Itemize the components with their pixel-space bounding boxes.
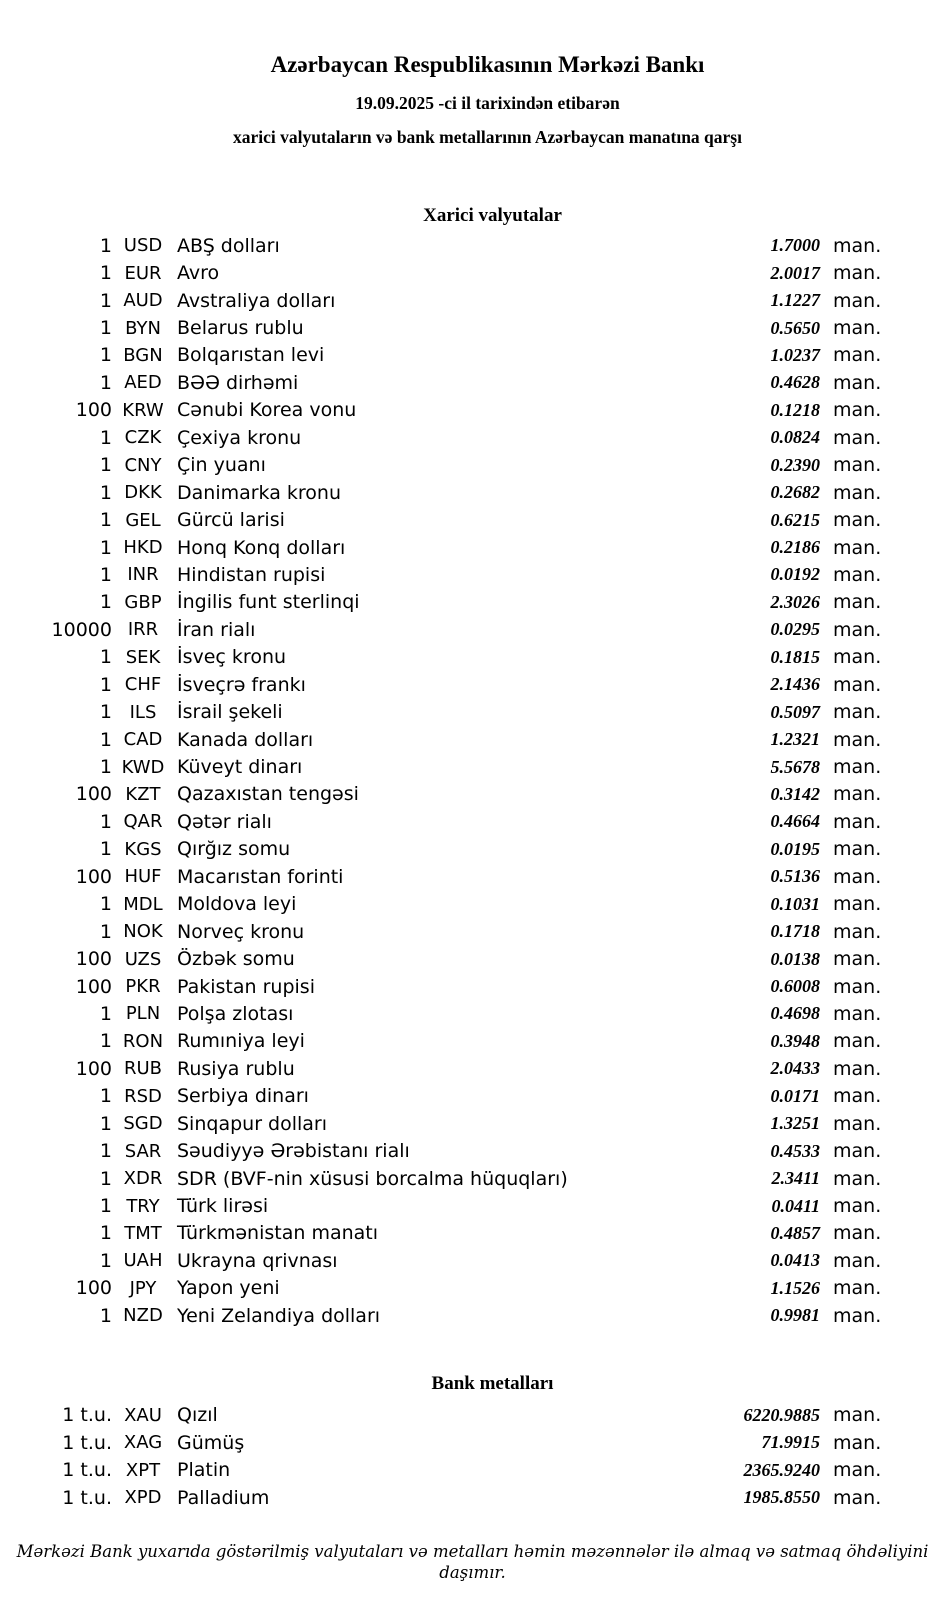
page-title: Azərbaycan Respublikasının Mərkəzi Bankı [270, 52, 705, 77]
currency-code-cell: AED [124, 372, 162, 394]
table-row [0, 479, 945, 506]
table-row [0, 1137, 945, 1164]
quantity-cell: 1 [99, 1167, 112, 1190]
unit-cell: man. [833, 481, 882, 504]
currency-code-cell: SAR [124, 1140, 162, 1162]
quantity-cell: 1 t.u. [62, 1459, 112, 1482]
currency-name-cell: Moldova leyi [177, 893, 297, 916]
quantity-cell: 1 [99, 426, 112, 449]
unit-cell: man. [833, 920, 882, 943]
currency-code-cell: XAG [123, 1432, 163, 1454]
quantity-cell: 1 [99, 1002, 112, 1025]
table-row [0, 561, 945, 588]
unit-cell: man. [833, 426, 882, 449]
unit-cell: man. [833, 454, 882, 477]
metals-section [0, 1372, 945, 1512]
table-row [0, 918, 945, 945]
currency-code-cell: CAD [123, 729, 163, 751]
quantity-cell: 1 [99, 920, 112, 943]
quantity-cell: 1 [99, 701, 112, 724]
quantity-cell: 1 [99, 289, 112, 312]
unit-cell: man. [833, 1112, 882, 1135]
effective-date: 19.09.2025 -ci il tarixindən etibarən [355, 93, 620, 113]
rate-value-cell: 0.2186 [770, 537, 820, 558]
table-row [0, 287, 945, 314]
rate-value-cell: 2365.9240 [743, 1459, 820, 1480]
rate-value-cell: 0.5136 [770, 866, 820, 887]
currency-code-cell: KWD [121, 756, 165, 778]
table-row [0, 781, 945, 808]
unit-cell: man. [833, 1249, 882, 1272]
unit-cell: man. [833, 509, 882, 532]
table-row [0, 452, 945, 479]
currency-name-cell: İsveç kronu [177, 646, 287, 669]
rate-value-cell: 0.9981 [770, 1305, 820, 1326]
quantity-cell: 100 [75, 948, 112, 971]
unit-cell: man. [833, 536, 882, 559]
quantity-cell: 1 [99, 1195, 112, 1218]
rate-value-cell: 2.3411 [771, 1168, 820, 1189]
currency-code-cell: XPT [125, 1459, 161, 1481]
currency-code-cell: UZS [124, 948, 162, 970]
quantity-cell: 1 [99, 371, 112, 394]
currency-code-cell: XPD [124, 1487, 162, 1509]
currency-code-cell: ILS [129, 701, 157, 723]
currency-code-cell: NZD [123, 1305, 163, 1327]
rate-value-cell: 0.2682 [770, 482, 820, 503]
currency-rate-table [0, 232, 945, 1330]
currency-code-cell: CZK [124, 427, 162, 449]
table-row [0, 616, 945, 643]
currency-name-cell: Avstraliya dolları [177, 289, 336, 312]
table-row [0, 314, 945, 341]
quantity-cell: 1 [99, 1304, 112, 1327]
currency-name-cell: Yeni Zelandiya dolları [177, 1304, 381, 1327]
rate-value-cell: 0.1718 [770, 921, 820, 942]
currency-code-cell: QAR [123, 811, 163, 833]
rate-value-cell: 0.4698 [770, 1003, 820, 1024]
table-row [0, 1083, 945, 1110]
quantity-cell: 1 [99, 810, 112, 833]
table-row [0, 259, 945, 286]
currency-code-cell: KGS [124, 838, 162, 860]
rate-value-cell: 2.3026 [770, 591, 820, 612]
quantity-cell: 1 [99, 728, 112, 751]
rate-value-cell: 1.1227 [770, 290, 820, 311]
quantity-cell: 100 [75, 975, 112, 998]
currency-code-cell: CNY [124, 454, 162, 476]
currency-name-cell: Hindistan rupisi [177, 563, 326, 586]
quantity-cell: 100 [75, 399, 112, 422]
rate-value-cell: 0.0824 [770, 427, 820, 448]
currency-name-cell: Türkmənistan manatı [177, 1222, 379, 1245]
rate-value-cell: 0.0195 [770, 838, 820, 859]
currency-code-cell: DKK [124, 482, 162, 504]
table-row [0, 1402, 945, 1429]
rate-value-cell: 1985.8550 [743, 1487, 820, 1508]
rate-value-cell: 0.3142 [770, 783, 820, 804]
currency-code-cell: CHF [124, 674, 162, 696]
rate-value-cell: 2.0433 [770, 1058, 820, 1079]
currency-name-cell: Yapon yeni [177, 1277, 280, 1300]
currency-code-cell: SGD [123, 1113, 163, 1135]
rate-value-cell: 1.2321 [770, 729, 820, 750]
unit-cell: man. [833, 673, 882, 696]
table-row [0, 1028, 945, 1055]
currency-code-cell: RON [122, 1030, 164, 1052]
rate-value-cell: 0.1218 [770, 399, 820, 420]
currency-name-cell: Kanada dolları [177, 728, 314, 751]
unit-cell: man. [833, 1304, 882, 1327]
quantity-cell: 1 [99, 838, 112, 861]
table-row [0, 589, 945, 616]
disclaimer-text: Mərkəzi Bank yuxarıda göstərilmiş valyutaları və metalları həmin məzənnələr ilə almaq və satmaq öhdəliyini daşımır. [16, 1542, 929, 1583]
table-row [0, 1110, 945, 1137]
currency-code-cell: RSD [124, 1085, 162, 1107]
currency-code-cell: GEL [125, 509, 161, 531]
currency-name-cell: İran rialı [177, 618, 256, 641]
table-row [0, 342, 945, 369]
unit-cell: man. [833, 810, 882, 833]
currency-code-cell: XAU [124, 1404, 162, 1426]
currency-code-cell: MDL [123, 893, 163, 915]
currency-name-cell: Norveç kronu [177, 920, 305, 943]
currency-code-cell: IRR [127, 619, 159, 641]
rate-value-cell: 0.4664 [770, 811, 820, 832]
rate-value-cell: 0.1815 [770, 646, 820, 667]
unit-cell: man. [833, 1277, 882, 1300]
currency-name-cell: BƏƏ dirhəmi [177, 371, 299, 394]
currency-name-cell: ABŞ dolları [177, 234, 280, 257]
rate-value-cell: 1.0237 [770, 344, 820, 365]
quantity-cell: 1 [99, 481, 112, 504]
currency-name-cell: Honq Konq dolları [177, 536, 346, 559]
rate-value-cell: 71.9915 [761, 1432, 820, 1453]
unit-cell: man. [833, 262, 882, 285]
currency-code-cell: PLN [125, 1003, 161, 1025]
currency-name-cell: Bolqarıstan levi [177, 344, 325, 367]
currency-code-cell: AUD [123, 290, 163, 312]
unit-cell: man. [833, 1085, 882, 1108]
currency-name-cell: Qazaxıstan tengəsi [177, 783, 359, 806]
quantity-cell: 1 [99, 1085, 112, 1108]
table-row [0, 863, 945, 890]
quantity-cell: 1 [99, 1140, 112, 1163]
currency-name-cell: Sinqapur dolları [177, 1112, 328, 1135]
rate-value-cell: 0.0171 [770, 1085, 820, 1106]
rate-value-cell: 0.1031 [770, 893, 820, 914]
unit-cell: man. [833, 756, 882, 779]
table-row [0, 945, 945, 972]
currency-name-cell: Türk lirəsi [177, 1195, 269, 1218]
table-row [0, 891, 945, 918]
currency-name-cell: Küveyt dinarı [177, 756, 303, 779]
quantity-cell: 100 [75, 1057, 112, 1080]
quantity-cell: 1 [99, 646, 112, 669]
rate-value-cell: 0.4533 [770, 1140, 820, 1161]
currency-code-cell: UAH [123, 1250, 163, 1272]
currency-name-cell: Özbək somu [177, 948, 295, 971]
quantity-cell: 100 [75, 1277, 112, 1300]
currency-code-cell: NOK [123, 921, 163, 943]
unit-cell: man. [833, 975, 882, 998]
table-row [0, 808, 945, 835]
unit-cell: man. [833, 1404, 882, 1427]
unit-cell: man. [833, 1057, 882, 1080]
currencies-section [0, 204, 945, 1330]
currency-name-cell: Gümüş [177, 1431, 245, 1454]
table-row [0, 369, 945, 396]
unit-cell: man. [833, 591, 882, 614]
unit-cell: man. [833, 1431, 882, 1454]
unit-cell: man. [833, 1222, 882, 1245]
table-row [0, 836, 945, 863]
unit-cell: man. [833, 701, 882, 724]
quantity-cell: 1 [99, 1030, 112, 1053]
unit-cell: man. [833, 1459, 882, 1482]
currency-code-cell: PKR [125, 976, 161, 998]
rate-value-cell: 0.4628 [770, 372, 820, 393]
currency-name-cell: Qətər rialı [177, 810, 272, 833]
table-row [0, 1220, 945, 1247]
currency-code-cell: BYN [125, 317, 161, 339]
currency-name-cell: Çin yuanı [177, 454, 266, 477]
currency-code-cell: INR [127, 564, 159, 586]
currency-code-cell: KZT [125, 783, 161, 805]
section-title-metals: Bank metalları [431, 1372, 554, 1394]
currency-name-cell: Rusiya rublu [177, 1057, 295, 1080]
currency-name-cell: İsrail şekeli [177, 701, 283, 724]
currency-name-cell: İsveçrə frankı [177, 673, 306, 696]
unit-cell: man. [833, 728, 882, 751]
table-row [0, 1192, 945, 1219]
currency-code-cell: JPY [129, 1277, 157, 1299]
unit-cell: man. [833, 399, 882, 422]
rate-value-cell: 0.4857 [770, 1222, 820, 1243]
quantity-cell: 1 [99, 893, 112, 916]
unit-cell: man. [833, 893, 882, 916]
table-row [0, 424, 945, 451]
currency-code-cell: KRW [122, 399, 164, 421]
table-row [0, 726, 945, 753]
table-row [0, 506, 945, 533]
table-row [0, 1429, 945, 1456]
rate-value-cell: 0.0411 [771, 1195, 820, 1216]
currency-name-cell: Platin [177, 1459, 231, 1482]
quantity-cell: 1 t.u. [62, 1431, 112, 1454]
rate-value-cell: 0.3948 [770, 1030, 820, 1051]
currency-name-cell: Polşa zlotası [177, 1002, 294, 1025]
quantity-cell: 1 [99, 756, 112, 779]
quantity-cell: 1 [99, 234, 112, 257]
currency-code-cell: TMT [124, 1222, 162, 1244]
unit-cell: man. [833, 783, 882, 806]
unit-cell: man. [833, 1195, 882, 1218]
currency-code-cell: RUB [123, 1058, 163, 1080]
table-row [0, 1456, 945, 1483]
rate-value-cell: 2.1436 [770, 674, 820, 695]
unit-cell: man. [833, 1486, 882, 1509]
rate-value-cell: 2.0017 [770, 262, 820, 283]
rate-value-cell: 1.3251 [770, 1113, 820, 1134]
table-row [0, 1000, 945, 1027]
table-row [0, 698, 945, 725]
currency-code-cell: XDR [123, 1168, 163, 1190]
rate-value-cell: 0.6008 [770, 976, 820, 997]
table-row [0, 1484, 945, 1511]
rate-value-cell: 0.0192 [770, 564, 820, 585]
unit-cell: man. [833, 948, 882, 971]
currency-name-cell: Macarıstan forinti [177, 865, 344, 888]
table-row [0, 232, 945, 259]
currency-name-cell: Palladium [177, 1486, 270, 1509]
unit-cell: man. [833, 563, 882, 586]
rate-value-cell: 0.0413 [770, 1250, 820, 1271]
quantity-cell: 1 [99, 509, 112, 532]
quantity-cell: 1 [99, 1249, 112, 1272]
rate-value-cell: 1.7000 [770, 235, 820, 256]
currency-code-cell: EUR [124, 262, 162, 284]
unit-cell: man. [833, 1167, 882, 1190]
table-row [0, 753, 945, 780]
unit-cell: man. [833, 317, 882, 340]
currency-code-cell: HUF [124, 866, 162, 888]
unit-cell: man. [833, 289, 882, 312]
table-row [0, 1165, 945, 1192]
quantity-cell: 1 [99, 536, 112, 559]
table-row [0, 1055, 945, 1082]
quantity-cell: 100 [75, 783, 112, 806]
table-row [0, 644, 945, 671]
unit-cell: man. [833, 1140, 882, 1163]
table-row [0, 973, 945, 1000]
currency-name-cell: Gürcü larisi [177, 509, 285, 532]
quantity-cell: 1 [99, 454, 112, 477]
currency-name-cell: Danimarka kronu [177, 481, 342, 504]
currency-code-cell: HKD [123, 537, 163, 559]
currency-name-cell: Rumıniya leyi [177, 1030, 305, 1053]
quantity-cell: 1 [99, 1112, 112, 1135]
table-row [0, 1247, 945, 1274]
rate-value-cell: 0.6215 [770, 509, 820, 530]
unit-cell: man. [833, 838, 882, 861]
unit-cell: man. [833, 865, 882, 888]
currency-name-cell: Ukrayna qrivnası [177, 1249, 338, 1272]
currency-name-cell: Serbiya dinarı [177, 1085, 309, 1108]
table-row [0, 1275, 945, 1302]
quantity-cell: 1 t.u. [62, 1404, 112, 1427]
rate-value-cell: 6220.9885 [743, 1404, 820, 1425]
rate-value-cell: 0.2390 [770, 454, 820, 475]
currency-name-cell: İngilis funt sterlinqi [177, 591, 360, 614]
unit-cell: man. [833, 371, 882, 394]
currency-name-cell: Qırğız somu [177, 838, 291, 861]
currency-name-cell: Qızıl [177, 1404, 218, 1427]
currency-code-cell: GBP [124, 591, 162, 613]
unit-cell: man. [833, 344, 882, 367]
currency-code-cell: SEK [125, 646, 161, 668]
metal-rate-table [0, 1402, 945, 1512]
quantity-cell: 1 [99, 1222, 112, 1245]
quantity-cell: 1 [99, 673, 112, 696]
unit-cell: man. [833, 1030, 882, 1053]
table-row [0, 534, 945, 561]
rate-value-cell: 0.5650 [770, 317, 820, 338]
rate-value-cell: 5.5678 [770, 756, 820, 777]
quantity-cell: 1 [99, 317, 112, 340]
currency-name-cell: Çexiya kronu [177, 426, 302, 449]
currency-name-cell: SDR (BVF-nin xüsusi borcalma hüquqları) [177, 1167, 568, 1190]
table-row [0, 1302, 945, 1329]
currency-name-cell: Pakistan rupisi [177, 975, 315, 998]
currency-name-cell: Avro [177, 262, 220, 285]
quantity-cell: 100 [75, 865, 112, 888]
section-title-currencies: Xarici valyutalar [423, 205, 562, 226]
currency-code-cell: TRY [126, 1195, 160, 1217]
rate-value-cell: 0.0295 [770, 619, 820, 640]
unit-cell: man. [833, 646, 882, 669]
currency-name-cell: Səudiyyə Ərəbistanı rialı [177, 1140, 410, 1163]
quantity-cell: 1 [99, 591, 112, 614]
unit-cell: man. [833, 618, 882, 641]
table-row [0, 671, 945, 698]
currency-name-cell: Cənubi Korea vonu [177, 399, 357, 422]
currency-name-cell: Belarus rublu [177, 317, 304, 340]
table-row [0, 397, 945, 424]
quantity-cell: 1 [99, 344, 112, 367]
quantity-cell: 1 [99, 563, 112, 586]
currency-code-cell: BGN [123, 344, 163, 366]
rate-value-cell: 0.0138 [770, 948, 820, 969]
quantity-cell: 10000 [51, 618, 112, 641]
unit-cell: man. [833, 234, 882, 257]
unit-cell: man. [833, 1002, 882, 1025]
rate-value-cell: 0.5097 [770, 701, 820, 722]
quantity-cell: 1 t.u. [62, 1486, 112, 1509]
document-subtitle: xarici valyutaların və bank metallarının Azərbaycan manatına qarşı [233, 127, 742, 147]
quantity-cell: 1 [99, 262, 112, 285]
currency-code-cell: USD [123, 235, 163, 257]
document-header [30, 0, 945, 148]
rate-value-cell: 1.1526 [770, 1277, 820, 1298]
